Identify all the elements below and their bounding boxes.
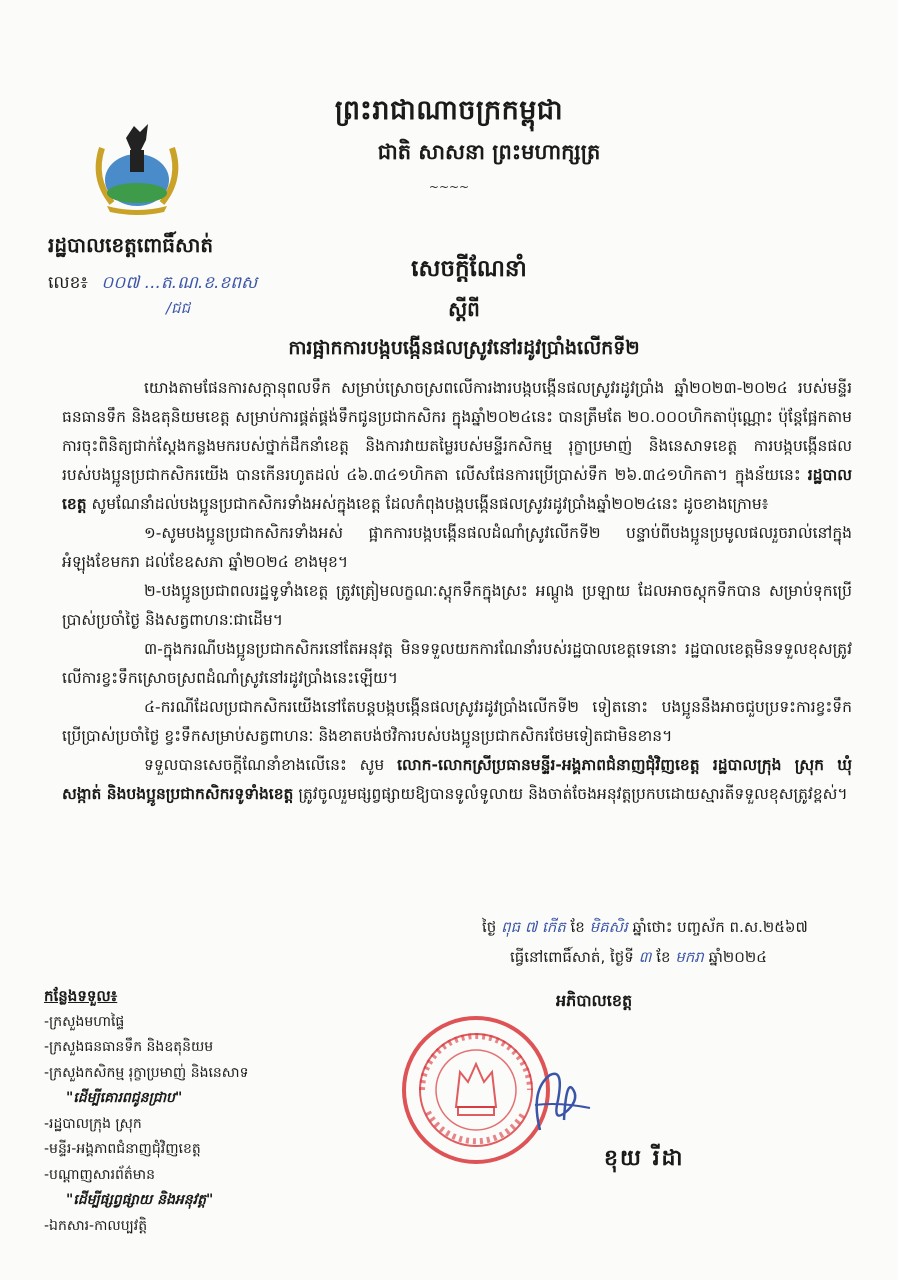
number-handwritten: ០០៧ ...ត.ណ.ខ.ខពស [101,273,258,293]
title-main: សេចក្តីណែនាំ [411,256,527,282]
recipient-note: "ដើម្បីផ្សព្វផ្សាយ និងអនុវត្ត" [66,1192,214,1208]
recipient-item: -ក្រសួងធនធានទឹក និងឧតុនិយម [44,1039,214,1055]
item-3: ៣-ក្នុងករណីបងប្អូនប្រជាកសិករនៅតែអនុវត្ត មិនទទួលយកការណែនាំរបស់រដ្ឋបាលខេត្តទេនោះ រដ្ឋបាលខេត្តមិនទទួលខុសត្រូវលើការខ្វះទឹកស្រោចស្រពដំណាំស្រូវនៅរដូវប្រាំងនេះឡើយ។ [62,640,852,687]
signature-icon [520,1060,600,1140]
title-subject: ការផ្អាកការបង្កបង្កើនផលស្រូវនៅរដូវប្រាំងលើកទី២ [288,337,640,359]
item-2: ២-បងប្អូនប្រជាពលរដ្ឋទូទាំងខេត្ត ត្រូវត្រៀមលក្ខណៈស្តុកទឹកក្នុងស្រះ អណ្តូង ប្រឡាយ ដែលអាចស្តុកទឹកបាន សម្រាប់ទុកប្រើប្រាស់ប្រចាំថ្ងៃ និងសត្វពាហនៈជាដើម។ [62,582,852,629]
recipient-item: -ក្រសួងមហាផ្ទៃ [44,1013,125,1030]
recipient-item: -បណ្តាញសារព័ត៌មាន [44,1166,156,1183]
document-body [62,374,852,809]
document-title [0,255,898,364]
number-handwritten-suffix: /ជជ [166,299,191,317]
recipients-block [44,984,248,1239]
paragraph-closing: ទទួលបានសេចក្តីណែនាំខាងលើនេះ សូម លោក-លោកស្រីប្រធានមន្ទីរ-អង្គភាពជំនាញជុំវិញខេត្ត រដ្ឋបាលក្រុង ស្រុក ឃុំ សង្កាត់ និងបងប្អូនប្រជាកសិករទូទាំងខេត្ត ត្រូវចូលរួមផ្សព្វផ្សាយឱ្យបានទូលំទូលាយ និងចាត់ចែងអនុវត្តប្រកបដោយស្មារតីទទួលខុសត្រូវខ្ពស់។ [62,756,852,803]
solar-date: ធ្វើនៅពោធិ៍សាត់, ថ្ងៃទី ៣ ខែ មករា ឆ្នាំ២០២៤ [510,948,767,966]
issuer-admin: រដ្ឋបាលខេត្តពោធិ៍សាត់ [48,233,214,257]
recipients-heading: កន្លែងទទួល៖ [44,987,118,1005]
lunar-date: ថ្ងៃ ពុធ ៧ កើត ខែ មិគសិរ ឆ្នាំថោះ បញ្ចស័ក ព.ស.២៥៦៧ [482,918,808,936]
recipient-item: -មន្ទីរ-អង្គភាពជំនាញជុំវិញខេត្ត [44,1141,201,1157]
recipient-item: -រដ្ឋបាលក្រុង ស្រុក [44,1115,142,1132]
recipient-note: "ដើម្បីគោរពជូនជ្រាប" [66,1090,183,1106]
provincial-emblem-icon [82,118,192,218]
title-about: ស្តីពី [448,297,480,321]
kingdom-title: ព្រះរាជាណាចក្រកម្ពុជា [334,95,564,126]
number-label: លេខ៖ [48,273,88,293]
item-1: ១-សូមបងប្អូនប្រជាកសិករទាំងអស់ ផ្អាកការបង្កបង្កើនផលដំណាំស្រូវលើកទី២ បន្ទាប់ពីបងប្អូនប្រមូលផលរួចរាល់នៅក្នុងអំឡុងខែមករា ដល់ខែឧសភា ឆ្នាំ២០២៤ ខាងមុខ។ [62,524,852,571]
item-4: ៤-ករណីដែលប្រជាកសិករយើងនៅតែបន្តបង្កបង្កើនផលស្រូវរដូវប្រាំងលើកទី២ ទៀតនោះ បងប្អូននឹងអាចជួបប្រទះការខ្វះទឹកប្រើប្រាស់ប្រចាំថ្ងៃ ខ្វះទឹកសម្រាប់សត្វពាហនៈ និងខាតបង់ថវិការបស់បងប្អូនប្រជាកសិករថែមទៀតជាមិនខាន។ [62,698,852,745]
recipient-item: -ឯកសារ-កាលប្បវត្តិ [44,1217,148,1234]
national-motto: ជាតិ សាសនា ព្រះមហាក្សត្រ [377,139,601,164]
recipient-item: -ក្រសួងកសិកម្ម រុក្ខាប្រមាញ់ និងនេសាទ [44,1064,249,1081]
paragraph-intro: យោងតាមផែនការសក្តានុពលទឹក សម្រាប់ស្រោចស្រពលើការងារបង្កបង្កើនផលស្រូវរដូវប្រាំង ឆ្នាំ២០២៣-២០២៤ របស់មន្ទីរធនធានទឹក និងឧតុនិយមខេត្ត សម្រាប់ការផ្គត់ផ្គង់ទឹកជូនប្រជាកសិករ ក្នុងឆ្នាំ២០២៤នេះ បានត្រឹមតែ ២០.០០០ហិកតាប៉ុណ្ណោះ ប៉ុន្តែផ្អែកតាមការចុះពិនិត្យជាក់ស្តែងកន្លងមករបស់ថ្នាក់ដឹកនាំខេត្ត និងការវាយតម្លៃរបស់មន្ទីរកសិកម្ម រុក្ខាប្រមាញ់ និងនេសាទខេត្ត ការបង្កបង្កើនផលរបស់បងប្អូនប្រជាកសិករយើង បានកើនរហូតដល់ ៤៦.៣៤១ហិកតា លើសផែនការប្រើប្រាស់ទឹក ២៦.៣៤១ហិកតា។ ក្នុងន័យនេះ រដ្ឋបាលខេត្ត សូមណែនាំដល់បងប្អូនប្រជាកសិករទាំងអស់ក្នុងខេត្ត ដែលកំពុងបង្កបង្កើនផលស្រូវរដូវប្រាំងឆ្នាំ២០២៤នេះ ដូចខាងក្រោម៖ [62,379,852,513]
ornament-divider: ~~~~ [428,180,470,194]
governor-name: ខុយ រីដា [604,1146,685,1171]
governor-title: អភិបាលខេត្ត [556,991,633,1010]
